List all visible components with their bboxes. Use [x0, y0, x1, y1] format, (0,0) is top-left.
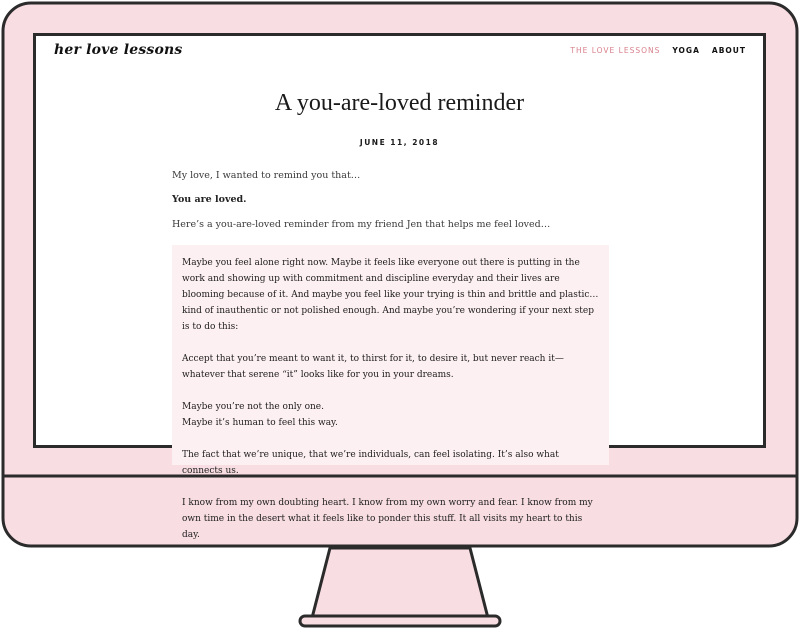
nav-item-the-love-lessons[interactable]: THE LOVE LESSONS	[570, 46, 661, 55]
post-bold-line: You are loved.	[172, 194, 247, 206]
site-logo[interactable]: her love lessons	[54, 42, 183, 58]
post-date: JUNE 11, 2018	[359, 138, 440, 147]
quote-paragraph-5: I know from my own doubting heart. I know from my own worry and fear. I know from my own time in the desert what it feels like to ponder this stuff. It all visits my heart to this day.	[182, 498, 593, 540]
post-title: A you-are-loved reminder	[274, 90, 525, 116]
browser-screen	[36, 36, 763, 540]
main-nav	[570, 46, 746, 55]
nav-item-yoga[interactable]: YOGA	[672, 46, 700, 55]
quote-paragraph-2: Accept that you’re meant to want it, to thirst for it, to desire it, but never reach it—whatever that serene “it” looks like for you in your dreams.	[182, 354, 564, 380]
post-intro: My love, I wanted to remind you that…	[172, 170, 361, 181]
post-lead: Here’s a you-are-loved reminder from my friend Jen that helps me feel loved…	[172, 218, 551, 230]
quote-line-3b: Maybe it’s human to feel this way.	[182, 418, 338, 428]
quote-block	[172, 245, 609, 540]
nav-item-about[interactable]: ABOUT	[711, 46, 746, 55]
monitor-base	[300, 616, 500, 626]
monitor-stand	[312, 548, 488, 618]
site-header	[36, 36, 763, 70]
quote-paragraph-4: The fact that we’re unique, that we’re individuals, can feel isolating. It’s also what connects us.	[182, 450, 559, 476]
quote-paragraph-3	[182, 399, 609, 431]
quote-paragraph-1: Maybe you feel alone right now. Maybe it feels like everyone out there is putting in the work and showing up with commitment and discipline everyday and their lives are blooming because of it. And maybe you feel like your trying is thin and brittle and plastic…kind of inauthentic or not polished enough. And maybe you’re wondering if your next step is to do this:	[182, 258, 599, 332]
post-body	[172, 170, 628, 243]
quote-line-3a: Maybe you’re not the only one.	[182, 402, 324, 412]
